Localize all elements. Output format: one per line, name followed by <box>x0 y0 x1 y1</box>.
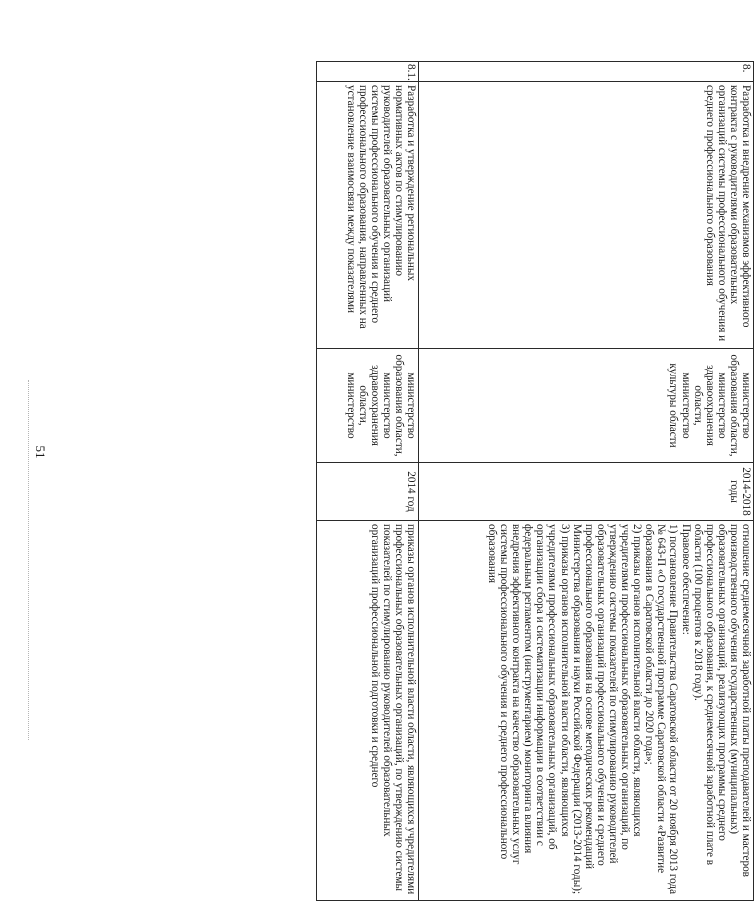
basis-paragraph: приказы органов исполнительной власти области, являющихся учредителями профессиональных образовательных организаций, по утверждению системы показателей по стимулированию руководителей образовательных организаций профессиональной подготовки и среднего <box>368 524 417 895</box>
basis-paragraph: 2) приказы органов исполнительной власти области, являющихся учредителями профессиональных образовательных организаций, по утверждению системы показателей по стимулированию руководителей образовательных организаций профессионального обучения и среднего профессионального образования на основе методических рекомендаций Министерства образования и науки Российской Федерации (2013-2014 годы); <box>570 524 644 895</box>
responsible-cell: министерство образования области, министерство здравоохранения области, министерство <box>317 349 418 463</box>
basis-paragraph: 1) постановление Правительства Саратовской области от 20 ноября 2013 года № 643-П «О государственной программе Саратовской области «Развитие образования в Саратовской области до 2020 года»; <box>643 524 680 895</box>
responsible-cell: министерство образования области, министерство здравоохранения области, министерство культуры области <box>419 349 753 463</box>
program-table <box>316 61 754 901</box>
term-cell: 2014-2018 годы <box>419 463 753 521</box>
event-cell: Разработка и утверждение региональных нормативных актов по стимулированию руководителей образовательных организаций системы профессионального обучения и среднего профессионального образования, направленных на установление взаимосвязи между показателями <box>317 82 418 349</box>
event-cell: Разработка и внедрение механизмов эффективного контракта с руководителями образовательных организаций системы профессионального обучения и среднего профессионального образования <box>419 82 753 349</box>
scan-edge-marks <box>28 380 31 740</box>
table-row <box>418 62 753 900</box>
basis-paragraph: Правовое обеспечение: <box>679 524 692 635</box>
basis-paragraph: отношение среднемесячной заработной платы преподавателей и мастеров производственного обучения государственных (муниципальных) образовательных организаций, реализующих программы среднего профессионального образования, к среднемесячной заработной плате в области (100 процентов к 2018 году). <box>691 524 752 877</box>
basis-paragraph: 3) приказы органов исполнительной власти области, являющихся учредителями профессиональных образовательных организаций, об организации сбора и систематизации информации в соответствии с федеральным регламентом (инструментарием) мониторинга влияния внедрения эффективного контракта на качество образовательных услуг системы профессионального обучения и среднего профессионального образования <box>486 524 571 865</box>
row-number: 8. <box>419 62 753 82</box>
table-row <box>317 62 418 900</box>
term-cell: 2014 год <box>317 463 418 521</box>
basis-cell <box>419 521 753 900</box>
page-number: 51 <box>33 445 48 459</box>
row-number: 8.1. <box>317 62 418 82</box>
basis-cell <box>317 521 418 900</box>
